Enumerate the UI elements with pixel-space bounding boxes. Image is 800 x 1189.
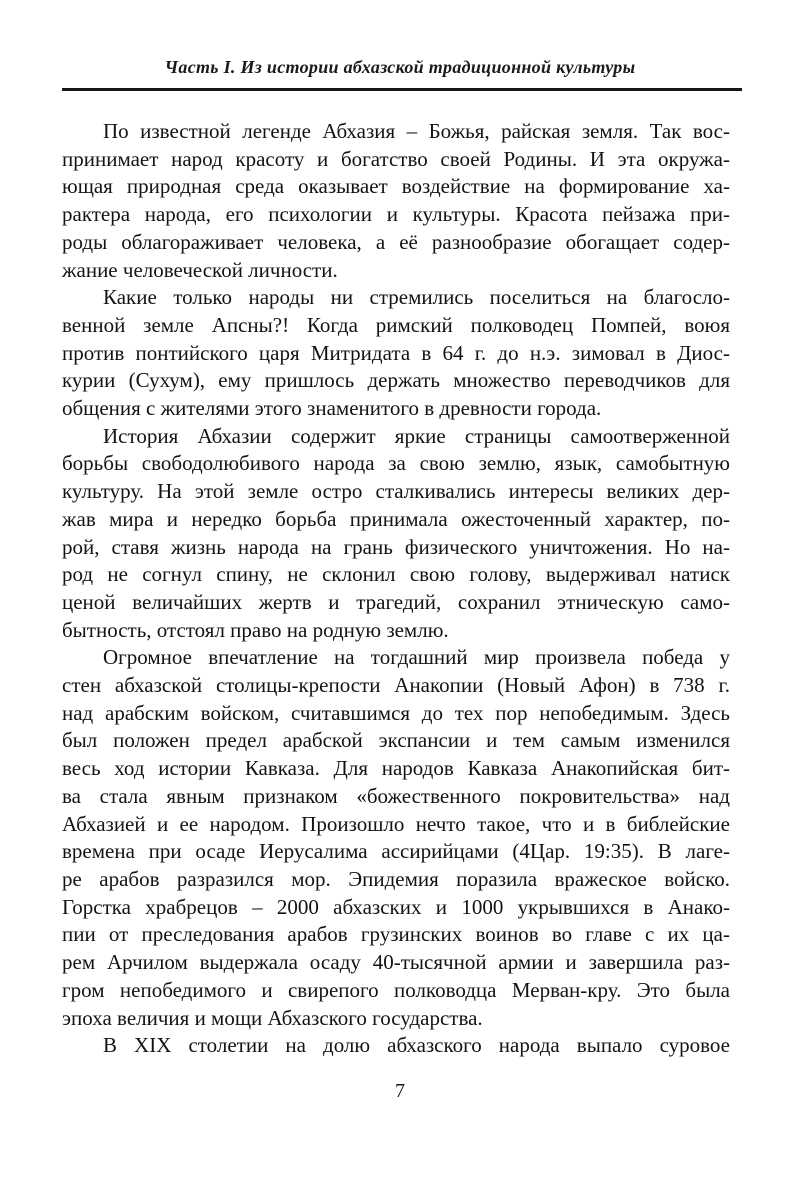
text-line: род не согнул спину, не склонил свою голову, выдерживал натиск bbox=[62, 562, 730, 587]
text-line: роды облагораживает человека, а её разнообразие обогащает содер- bbox=[62, 229, 730, 254]
text-line: принимает народ красоту и богатство своей Родины. И эта окружа- bbox=[62, 146, 730, 171]
text-line: История Абхазии содержит яркие страницы самоотверженной bbox=[103, 423, 730, 448]
text-line: гром непобедимого и свирепого полководца Мерван-кру. Это была bbox=[62, 977, 730, 1002]
text-line: был положен предел арабской экспансии и тем самым изменился bbox=[62, 728, 730, 753]
text-line: ценой величайших жертв и трагедий, сохранил этническую само- bbox=[62, 589, 730, 614]
text-line: Горстка храбрецов – 2000 абхазских и 1000 укрывшихся в Анако- bbox=[62, 894, 730, 919]
text-line: ющая природная среда оказывает воздействие на формирование ха- bbox=[62, 174, 730, 199]
header-rule bbox=[62, 88, 742, 91]
text-line: ре арабов разразился мор. Эпидемия поразила вражеское войско. bbox=[62, 866, 730, 891]
text-line: курии (Сухум), ему пришлось держать множество переводчиков для bbox=[62, 368, 730, 393]
text-line: жав мира и нередко борьба принимала ожесточенный характер, по- bbox=[62, 506, 730, 531]
text-line: По известной легенде Абхазия – Божья, райская земля. Так вос- bbox=[103, 119, 730, 143]
text-line: культуру. На этой земле остро сталкивались интересы великих дер- bbox=[62, 479, 730, 504]
text-line: венной земле Апсны?! Когда римский полководец Помпей, воюя bbox=[62, 312, 730, 337]
paragraph bbox=[62, 1032, 730, 1060]
text-line: бытность, отстоял право на родную землю. bbox=[62, 617, 449, 642]
text-line: эпоха величия и мощи Абхазского государства. bbox=[62, 1005, 483, 1030]
text-line: Какие только народы ни стремились поселиться на благосло- bbox=[103, 285, 730, 310]
paragraph bbox=[62, 284, 730, 423]
text-line: против понтийского царя Митридата в 64 г. до н.э. зимовал в Диос- bbox=[62, 340, 730, 365]
text-line: общения с жителями этого знаменитого в древности города. bbox=[62, 396, 602, 421]
text-line: времена при осаде Иерусалима ассирийцами (4Цар. 19:35). В лаге- bbox=[62, 839, 730, 864]
text-line: борьбы свободолюбивого народа за свою землю, язык, самобытную bbox=[62, 451, 730, 476]
text-line: рем Арчилом выдержала осаду 40-тысячной армии и завершила раз- bbox=[62, 950, 730, 975]
body-text bbox=[62, 118, 730, 1060]
paragraph bbox=[62, 118, 730, 284]
text-line: рактера народа, его психологии и культуры. Красота пейзажа при- bbox=[62, 202, 730, 227]
page-number: 7 bbox=[395, 1080, 405, 1102]
text-line: рой, ставя жизнь народа на грань физического уничтожения. Но на- bbox=[62, 534, 730, 559]
paragraph bbox=[62, 644, 730, 1032]
text-line: ва стала явным признаком «божественного покровительства» над bbox=[62, 783, 730, 808]
text-line: пии от преследования арабов грузинских воинов во главе с их ца- bbox=[62, 922, 730, 947]
text-line: Огромное впечатление на тогдашний мир произвела победа у bbox=[103, 645, 730, 670]
text-line: стен абхазской столицы-крепости Анакопии (Новый Афон) в 738 г. bbox=[62, 673, 730, 698]
text-line: весь ход истории Кавказа. Для народов Кавказа Анакопийская бит- bbox=[62, 756, 730, 781]
text-line: жание человеческой личности. bbox=[62, 257, 338, 282]
text-line: Абхазией и ее народом. Произошло нечто такое, что и в библейские bbox=[62, 811, 730, 836]
paragraph bbox=[62, 423, 730, 645]
running-header: Часть I. Из истории абхазской традиционной культуры bbox=[164, 57, 636, 77]
text-line: над арабским войском, считавшимся до тех пор непобедимым. Здесь bbox=[62, 700, 730, 725]
text-line: В XIX столетии на долю абхазского народа выпало суровое bbox=[103, 1033, 730, 1058]
